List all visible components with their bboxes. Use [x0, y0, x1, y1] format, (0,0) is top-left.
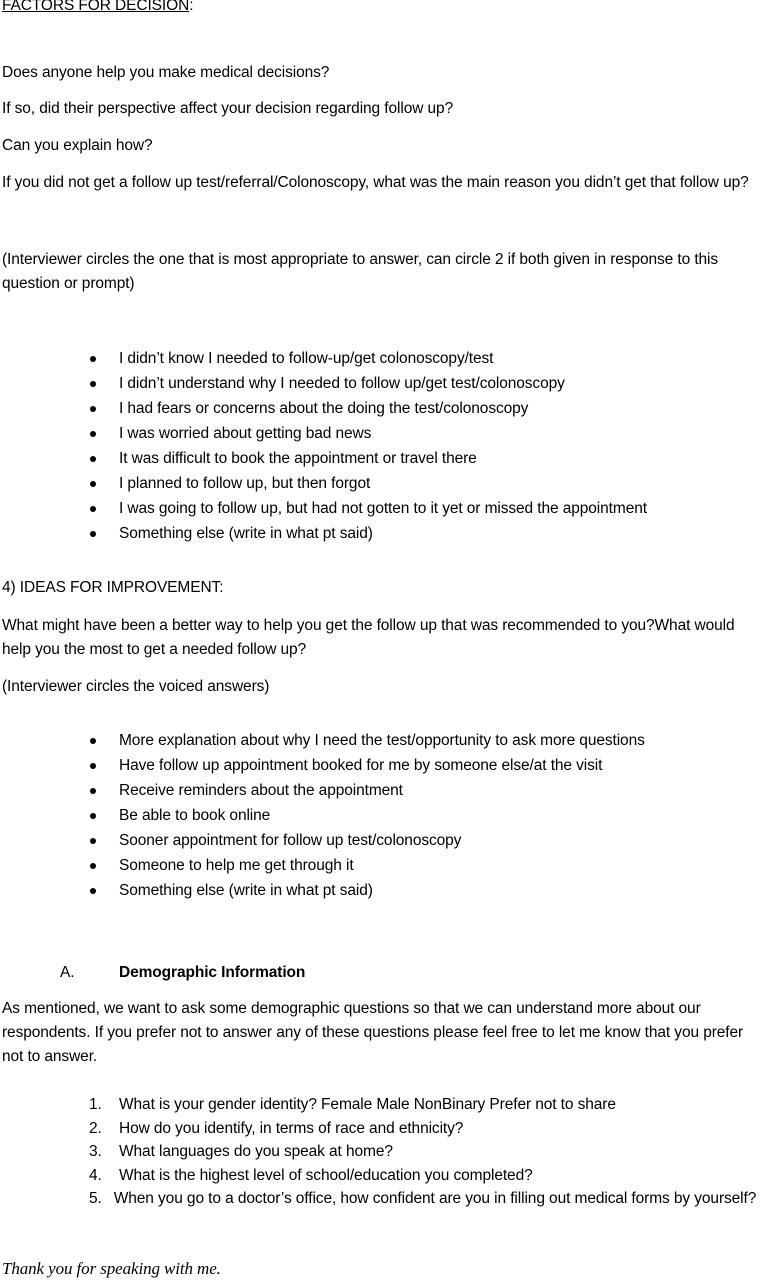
question-better-way: What might have been a better way to help you get the follow up that was recommended to you?What would help you the most to get a needed follow up?	[2, 617, 735, 658]
list-item-text: How do you identify, in terms of race and ethnicity?	[119, 1119, 464, 1137]
list-number: 1.	[89, 1096, 102, 1113]
section-heading-factors	[2, 0, 767, 18]
list-item-text: What is the highest level of school/education you completed?	[119, 1166, 533, 1184]
question-help-decisions: Does anyone help you make medical decisions?	[2, 64, 330, 81]
closing-note: Thank you for speaking with me.	[2, 1259, 221, 1278]
list-item	[89, 1117, 759, 1141]
bullet-icon	[90, 531, 96, 537]
list-item-text: Someone to help me get through it	[119, 857, 354, 874]
bullet-icon	[90, 863, 96, 869]
list-item	[90, 853, 760, 878]
list-item-text: I had fears or concerns about the doing the test/colonoscopy	[119, 400, 529, 417]
list-item	[89, 1140, 759, 1164]
list-item-text: Something else (write in what pt said)	[119, 525, 373, 542]
list-item-text: I was going to follow up, but had not gotten to it yet or missed the appointment	[119, 500, 647, 517]
list-item	[90, 471, 760, 496]
list-item	[89, 1187, 759, 1211]
section-heading-ideas: 4) IDEAS FOR IMPROVEMENT:	[2, 579, 224, 596]
bullet-icon	[90, 481, 96, 487]
bullet-icon	[90, 813, 96, 819]
list-item	[90, 496, 760, 521]
interviewer-instruction-reasons: (Interviewer circles the one that is most appropriate to answer, can circle 2 if both given in response to this question or prompt)	[2, 251, 719, 292]
bullet-icon	[90, 838, 96, 844]
list-item	[90, 446, 760, 471]
section-title: Demographic Information	[119, 964, 306, 981]
list-number: 2.	[89, 1119, 102, 1137]
list-number: 4.	[89, 1166, 102, 1184]
heading-colon: :	[189, 0, 194, 14]
list-item-text: More explanation about why I need the test/opportunity to ask more questions	[119, 732, 645, 749]
bullet-icon	[90, 888, 96, 894]
list-item-text: I didn’t know I needed to follow-up/get colonoscopy/test	[119, 350, 494, 367]
bullet-icon	[90, 456, 96, 462]
list-item	[90, 346, 760, 371]
question-explain-how: Can you explain how?	[2, 137, 153, 154]
ideas-list	[90, 728, 760, 903]
list-number: 5.	[89, 1190, 102, 1207]
section-letter: A.	[60, 964, 75, 981]
list-item	[90, 371, 760, 396]
demographic-questions-list	[89, 1093, 759, 1211]
list-item-text: Sooner appointment for follow up test/colonoscopy	[119, 832, 462, 849]
bullet-icon	[90, 738, 96, 744]
bullet-icon	[90, 788, 96, 794]
list-item	[90, 421, 760, 446]
bullet-icon	[90, 763, 96, 769]
list-item	[90, 803, 760, 828]
list-item-text: Be able to book online	[119, 807, 271, 824]
demographics-intro: As mentioned, we want to ask some demographic questions so that we can understand more about our respondents. If you prefer not to answer any of these questions please feel free to let me know that you prefer not to answer.	[2, 1000, 744, 1065]
list-item	[90, 878, 760, 903]
list-item-text: When you go to a doctor’s office, how confident are you in filling out medical forms by yourself?	[113, 1190, 757, 1207]
question-main-reason: If you did not get a follow up test/referral/Colonoscopy, what was the main reason you didn’t get that follow up?	[2, 174, 749, 191]
list-item-text: Receive reminders about the appointment	[119, 782, 403, 799]
list-item-text: I planned to follow up, but then forgot	[119, 475, 371, 492]
list-number: 3.	[89, 1143, 102, 1160]
list-item	[90, 728, 760, 753]
bullet-icon	[90, 356, 96, 362]
list-item-text: I didn’t understand why I needed to follow up/get test/colonoscopy	[119, 375, 565, 392]
list-item-text: Have follow up appointment booked for me by someone else/at the visit	[119, 757, 603, 774]
list-item-text: What languages do you speak at home?	[119, 1143, 393, 1160]
bullet-icon	[90, 506, 96, 512]
bullet-icon	[90, 406, 96, 412]
factors-heading-text: FACTORS FOR DECISION	[2, 0, 190, 14]
list-item	[90, 753, 760, 778]
list-item	[90, 778, 760, 803]
reasons-list	[90, 346, 760, 546]
list-item	[90, 396, 760, 421]
list-item-text: It was difficult to book the appointment or travel there	[119, 450, 477, 467]
list-item	[90, 828, 760, 853]
list-item-text: I was worried about getting bad news	[119, 425, 372, 442]
list-item-text: What is your gender identity? Female Male NonBinary Prefer not to share	[119, 1096, 616, 1113]
list-item	[90, 521, 760, 546]
list-item-text: Something else (write in what pt said)	[119, 882, 373, 899]
interviewer-instruction-voiced: (Interviewer circles the voiced answers)	[2, 678, 270, 695]
list-item	[89, 1164, 759, 1188]
question-perspective: If so, did their perspective affect your decision regarding follow up?	[2, 100, 454, 117]
bullet-icon	[90, 431, 96, 437]
bullet-icon	[90, 381, 96, 387]
list-item	[89, 1093, 759, 1117]
